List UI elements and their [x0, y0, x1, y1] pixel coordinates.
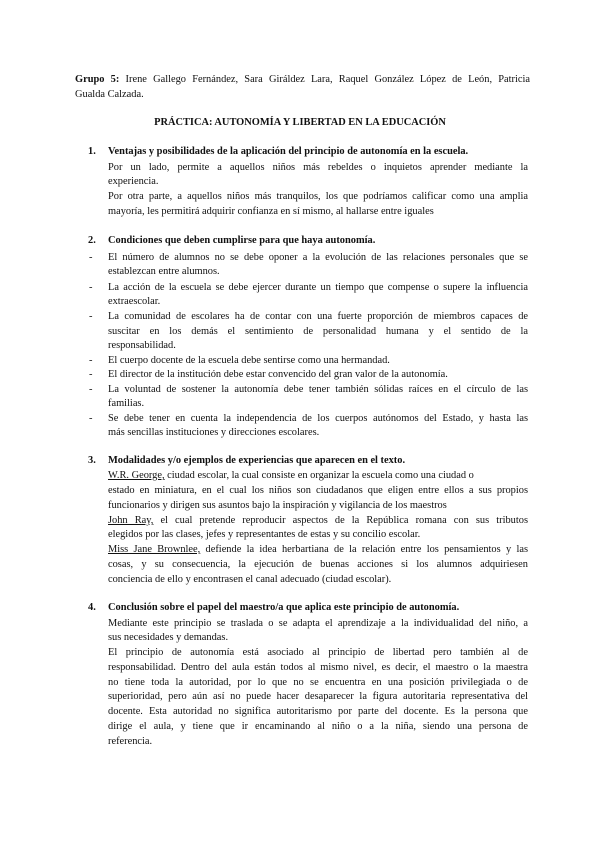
paragraph-line: docente. Esta autoridad no significa autoritarismo por parte del docente. Es la persona que — [108, 706, 528, 717]
group-members-line — [75, 73, 530, 86]
paragraph-line: referencia. — [108, 736, 153, 747]
paragraph-line: funcionarios y dirigen sus asuntos bajo la inspiración y vigilancia de los maestros — [108, 500, 447, 511]
bullet-line: establezcan entre alumnos. — [108, 266, 220, 277]
paragraph-line: John Ray, el cual pretende reproducir aspectos de la República romana con sus tributos — [108, 515, 528, 526]
section-number: 2. — [88, 235, 96, 246]
page-title: PRÁCTICA: AUTONOMÍA Y LIBERTAD EN LA EDUCACIÓN — [154, 117, 446, 128]
paragraph-line: Por otra parte, a aquellos niños más tranquilos, los que podríamos calificar como una amplia — [108, 191, 528, 202]
bullet-line: suscitar en los demás el sentimiento de personalidad humana y el sentido de la — [108, 326, 528, 337]
section-number: 3. — [88, 455, 96, 466]
bullet-dash: - — [89, 355, 93, 366]
bullet-dash: - — [89, 413, 93, 424]
paragraph-line: sus necesidades y demandas. — [108, 632, 229, 643]
paragraph-line: elegidos por las clases, jefes y representantes de estas y su concilio escolar. — [108, 529, 421, 540]
group-label: Grupo 5: — [75, 74, 120, 85]
bullet-line: familias. — [108, 398, 145, 409]
bullet-dash: - — [89, 252, 93, 263]
bullet-dash: - — [89, 384, 93, 395]
bullet-dash: - — [89, 282, 93, 293]
paragraph-line: responsabilidad. Dentro del aula están todos al mismo nivel, es decir, el maestro o la maestra — [108, 662, 528, 673]
section-number: 4. — [88, 602, 96, 613]
author-name: John Ray, — [108, 515, 154, 526]
paragraph-line: Mediante este principio se traslada o se adapta el aprendizaje a la individualidad del niño, a — [108, 618, 528, 629]
bullet-line: El cuerpo docente de la escuela debe sentirse como una hermandad. — [108, 355, 390, 366]
bullet-dash: - — [89, 369, 93, 380]
bullet-line: El director de la institución debe estar convencido del gran valor de la autonomía. — [108, 369, 448, 380]
group-members: Irene Gallego Fernández, Sara Giráldez Lara, Raquel González López de León, Patricia — [119, 74, 530, 85]
bullet-line: La acción de la escuela se debe ejercer durante un tiempo que compense o supere la influencia — [108, 282, 528, 293]
paragraph-line: no tiene toda la autoridad, por lo que no se encuentra en una posición privilegiada o de — [108, 677, 528, 688]
section-heading: Condiciones que deben cumplirse para que haya autonomía. — [108, 235, 376, 246]
bullet-dash: - — [89, 311, 93, 322]
bullet-line: La comunidad de escolares ha de contar con una fuerte proporción de miembros capaces de — [108, 311, 528, 322]
bullet-line: La voluntad de sostener la autonomía debe tener también sólidas raíces en el círculo de las — [108, 384, 528, 395]
section-heading: Ventajas y posibilidades de la aplicación del principio de autonomía en la escuela. — [108, 146, 469, 157]
bullet-line: responsabilidad. — [108, 340, 176, 351]
section-heading: Modalidades y/o ejemplos de experiencias que aparecen en el texto. — [108, 455, 406, 466]
section-heading: Conclusión sobre el papel del maestro/a que aplica este principio de autonomía. — [108, 602, 460, 613]
paragraph-line: Por un lado, permite a aquellos niños más rebeldes o inquietos aprender mediante la — [108, 162, 528, 173]
paragraph-line: conciencia de ello y encontrasen el canal adecuado (ciudad escolar). — [108, 574, 392, 585]
author-name: Miss Jane Brownlee, — [108, 544, 201, 555]
paragraph-line: estado en miniatura, en el cual los niños son ciudadanos que eligen entre ellos a sus propios — [108, 485, 528, 496]
paragraph-line: mayoría, les permitirá adquirir confianza en sí mismo, al hallarse entre iguales — [108, 206, 434, 217]
author-name: W.R. George, — [108, 470, 165, 481]
paragraph-line: superioridad, pero aún así no puede hacer desaparecer la figura autoritaria representativa del — [108, 691, 528, 702]
bullet-line: más sencillas instituciones y direcciones escolares. — [108, 427, 320, 438]
bullet-line: Se debe tener en cuenta la independencia de los cuerpos autónomos del Estado, y hasta las — [108, 413, 528, 424]
paragraph-line: Miss Jane Brownlee, defiende la idea herbartiana de la relación entre los pensamientos y las — [108, 544, 528, 555]
paragraph-line: dirige el aula, y tiene que ir encaminando al niño o a la niña, siendo una persona de — [108, 721, 528, 732]
section-number: 1. — [88, 146, 96, 157]
group-members-line-2: Gualda Calzada. — [75, 89, 144, 100]
paragraph-line: cosas, y su consecuencia, la ejecución de buenas acciones si los alumnos adquiriesen — [108, 559, 528, 570]
bullet-line: extraescolar. — [108, 296, 161, 307]
paragraph-line: W.R. George, ciudad escolar, la cual consiste en organizar la escuela como una ciudad o — [108, 470, 474, 481]
paragraph-line: El principio de autonomía está asociado al principio de libertad pero también al de — [108, 647, 528, 658]
bullet-line: El número de alumnos no se debe oponer a la evolución de las relaciones personales que se — [108, 252, 528, 263]
paragraph-line: experiencia. — [108, 176, 159, 187]
